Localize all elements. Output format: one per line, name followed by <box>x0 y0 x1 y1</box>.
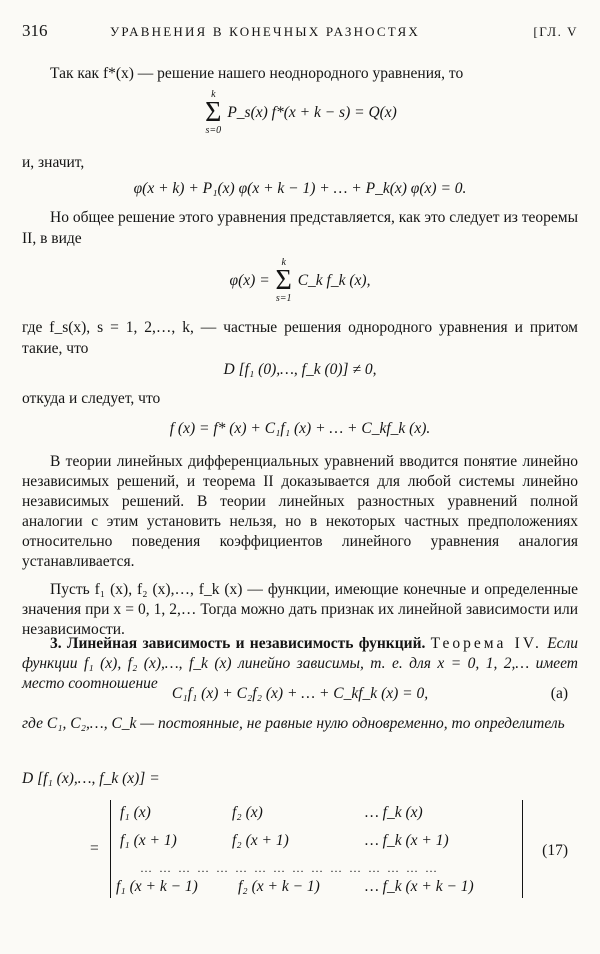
paragraph: где f_s(x), s = 1, 2,…, k, — частные решения однородного уравнения и притом такие, что <box>22 319 578 357</box>
equals-sign: = <box>90 840 99 857</box>
running-title: УРАВНЕНИЯ В КОНЕЧНЫХ РАЗНОСТЯХ <box>110 24 420 39</box>
section-heading: 3. Линейная зависимость и независимость функций. <box>50 635 426 652</box>
determinant-label: D [f₁ (x),…, f_k (x)] = <box>22 770 160 787</box>
paragraph: откуда и следует, что <box>22 390 161 407</box>
equation-determinant-nonzero: D [f₁ (0),…, f_k (0)] ≠ 0, <box>223 361 377 378</box>
equation-homogeneous: φ(x + k) + P₁(x) φ(x + k − 1) + … + P_k(x) φ(x) = 0. <box>133 180 467 197</box>
equation-sum-1 <box>22 88 578 138</box>
matrix-cell: f₁ (x + k − 1) <box>116 878 198 895</box>
equation-solution: f (x) = f* (x) + C₁f₁ (x) + … + C_kf_k (x). <box>169 420 431 437</box>
sum-sign: k Σ s=1 <box>275 257 292 305</box>
paragraph: Но общее решение этого уравнения представляется, как это следует из теоремы II, в виде <box>22 209 578 247</box>
matrix-cell: … f_k (x) <box>365 804 423 821</box>
running-header <box>22 20 578 44</box>
chapter-label: [ГЛ. V <box>533 24 578 39</box>
paragraph: Так как f*(x) — решение нашего неоднородного уравнения, то <box>50 65 464 82</box>
equation-linear-dependence: C₁f₁ (x) + C₂f₂ (x) + … + C_kf_k (x) = 0, <box>171 685 429 702</box>
theorem-label: Теорема IV. <box>430 635 542 652</box>
theorem-text: Если функции f₁ (x), f₂ (x),…, f_k (x) линейно зависимы, т. е. для x = 0, 1, 2,… имеет место соотношение <box>22 635 579 692</box>
matrix-cell: f₂ (x) <box>232 804 263 821</box>
paragraph: где C₁, C₂,…, C_k — постоянные, не равные нулю одновременно, то определитель <box>22 715 565 732</box>
sum-sign: k Σ s=0 <box>205 89 222 137</box>
determinant-right-bar <box>522 800 523 898</box>
book-page <box>22 0 578 954</box>
page-number: 316 <box>22 21 48 40</box>
paragraph: В теории линейных дифференциальных уравнений вводится понятие линейно независимых решений, и теорема II доказывается для любой системы линейно независимых решений. В теории линейных разностных уравнений полной аналогии с этим установить нельзя, но в некоторых частных предположениях относительно поведения коэффициентов линейного уравнения аналогия устанавливается. <box>22 453 578 570</box>
matrix-cell: f₁ (x + 1) <box>120 832 177 849</box>
paragraph: и, значит, <box>22 154 85 171</box>
matrix-dots-row: ………………………………………… <box>140 861 444 875</box>
matrix-cell: … f_k (x + k − 1) <box>365 878 474 895</box>
equation-body: P_s(x) f*(x + k − s) = Q(x) <box>227 104 397 121</box>
equation-tag-a: (a) <box>550 685 568 702</box>
paragraph: Пусть f₁ (x), f₂ (x),…, f_k (x) — функции, имеющие конечные и определенные значения при x = 0, 1, 2,… Тогда можно дать признак их линейной зависимости или независимости. <box>22 581 578 638</box>
equation-general-solution: φ(x) = k Σ s=1 C_k f_k (x), <box>229 257 371 305</box>
matrix-cell: f₂ (x + k − 1) <box>238 878 320 895</box>
matrix-cell: f₂ (x + 1) <box>232 832 289 849</box>
matrix-cell: … f_k (x + 1) <box>365 832 449 849</box>
equation-tag-17: (17) <box>542 842 568 859</box>
determinant-left-bar <box>110 800 111 898</box>
matrix-cell: f₁ (x) <box>120 804 151 821</box>
determinant-matrix <box>110 800 530 900</box>
